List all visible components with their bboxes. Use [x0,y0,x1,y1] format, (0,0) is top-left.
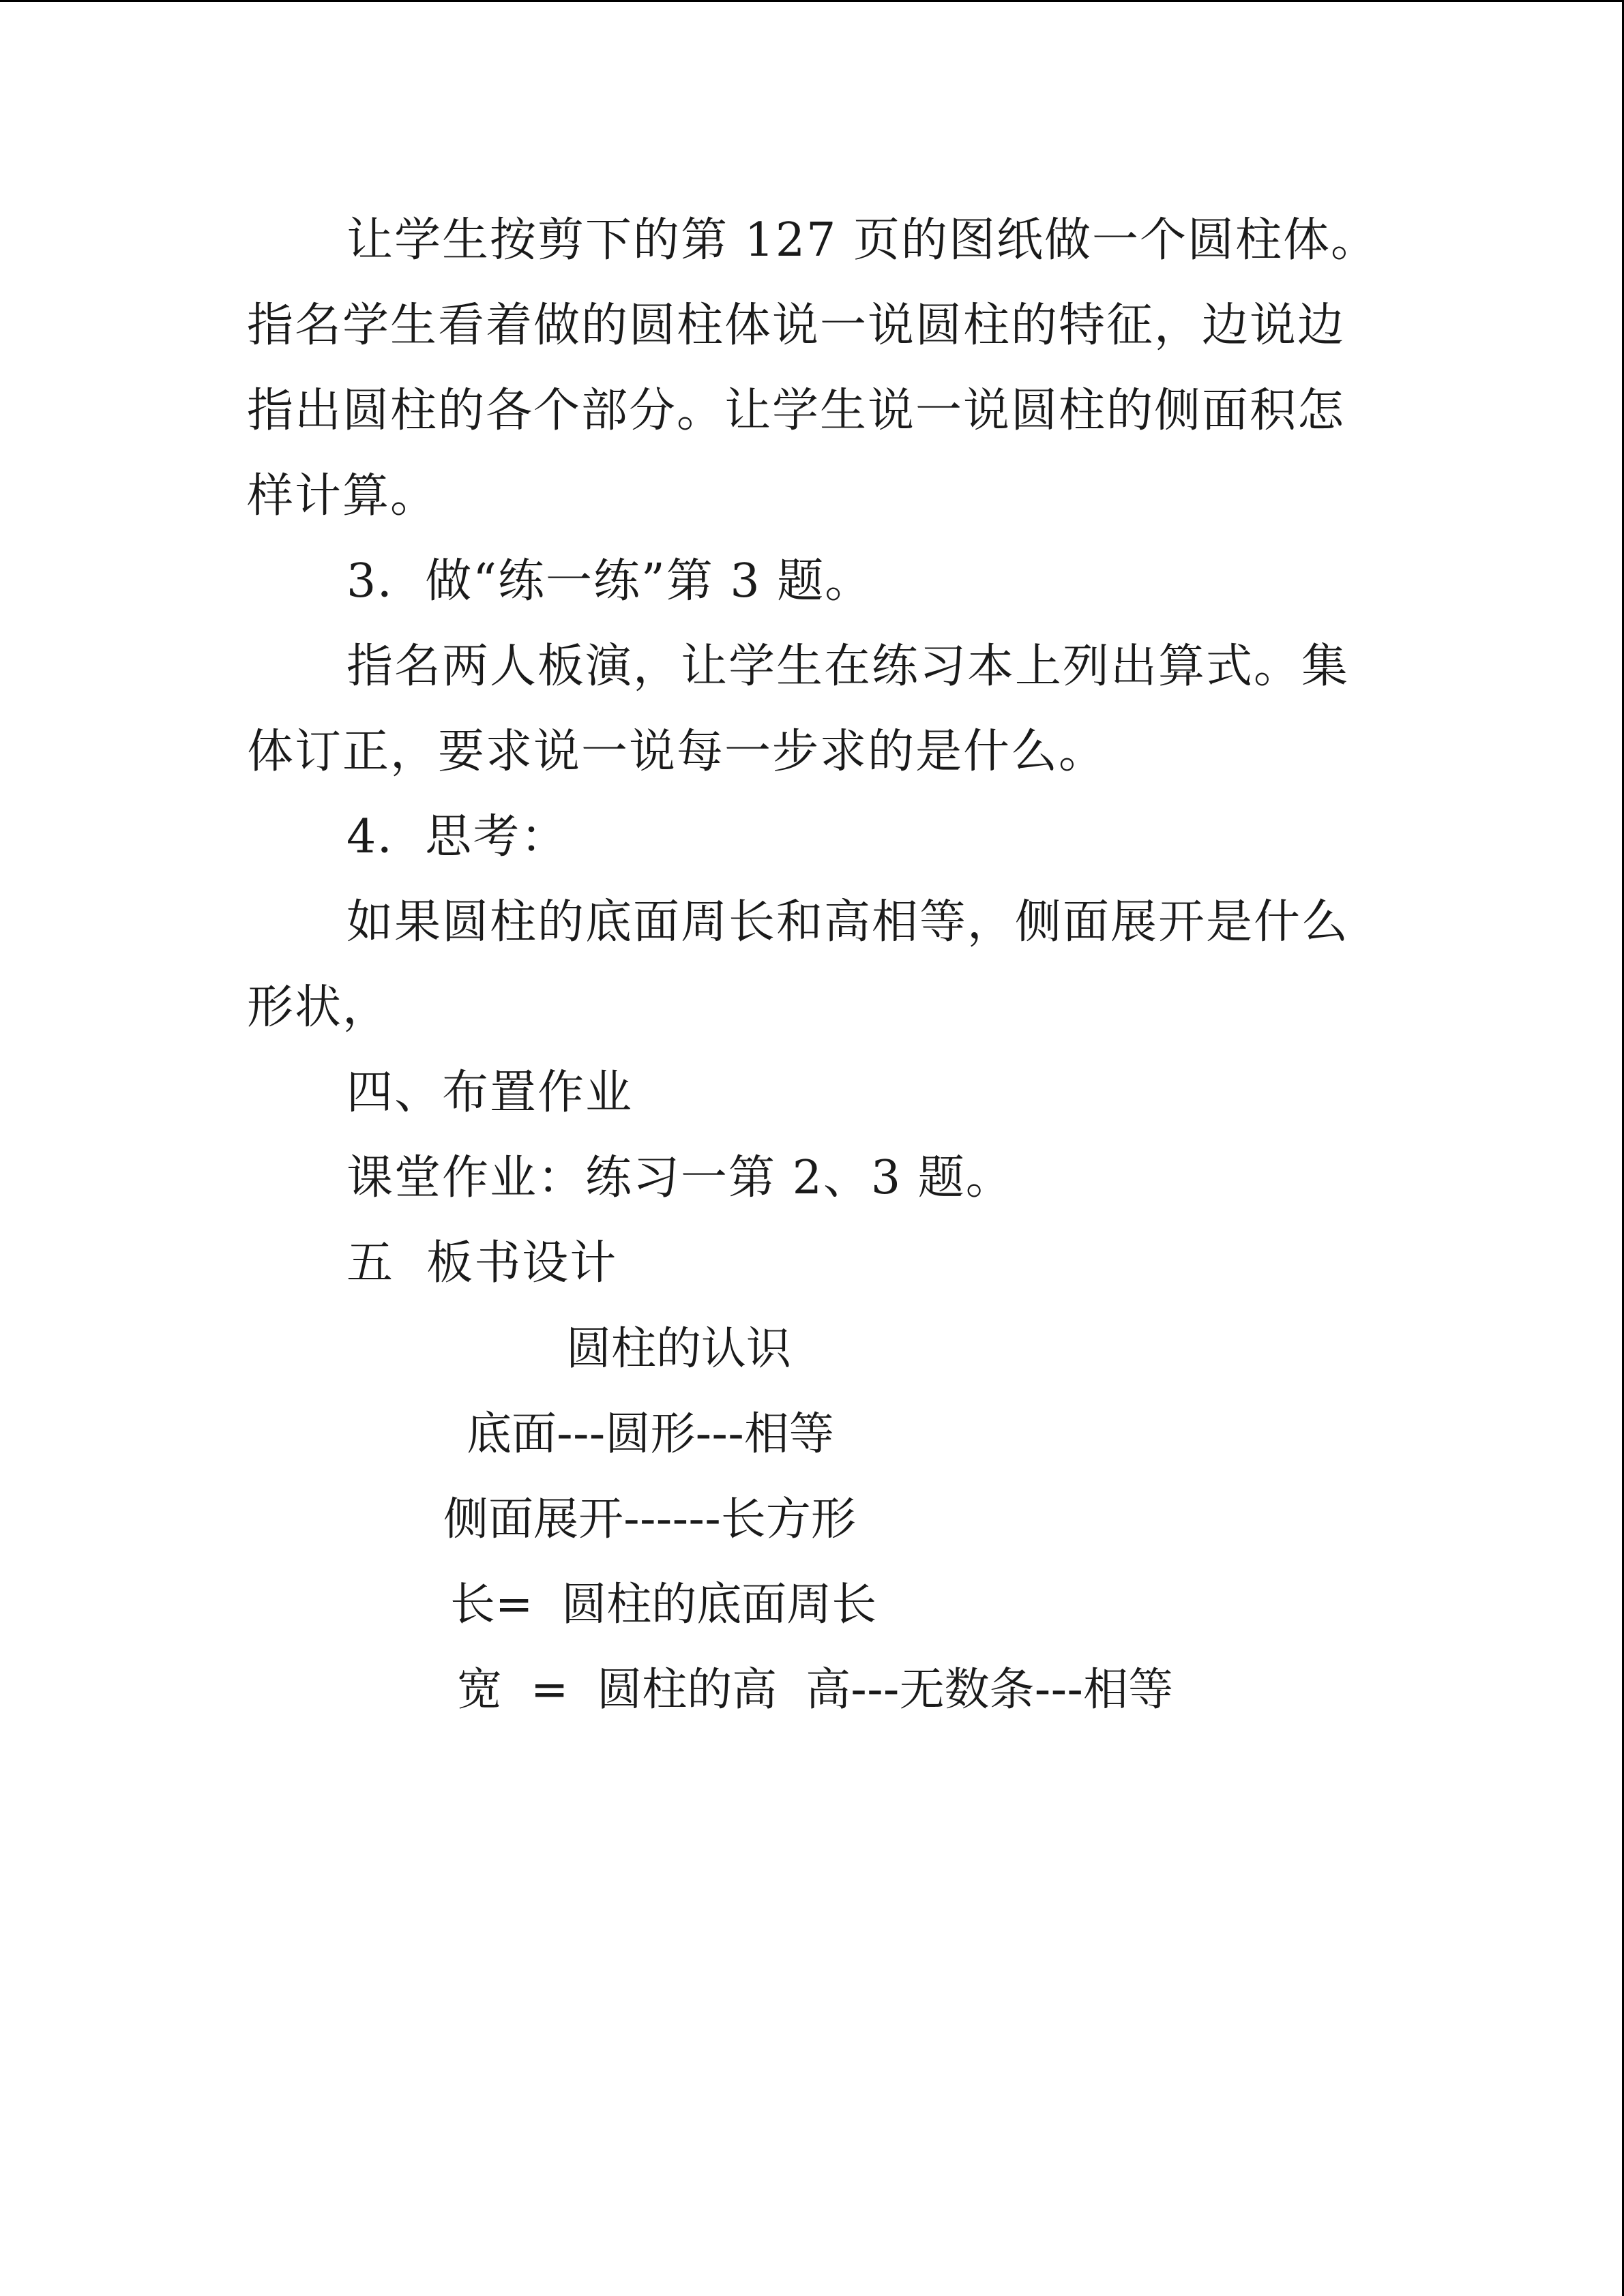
paragraph-board-practice: 指名两人板演，让学生在练习本上列出算式。集体订正，要求说一说每一步求的是什么。 [247,640,1350,779]
page-top-border [0,0,1624,2]
board-title: 圆柱的认识 [566,1322,791,1375]
board-design [247,1306,1379,1732]
board-line-base: 底面---圆形---相等 [467,1407,834,1460]
board-line-width: 宽 = 圆柱的高 高---无数条---相等 [457,1663,1174,1716]
paragraph-make-cylinder: 让学生按剪下的第 127 页的图纸做一个圆柱体。指名学生看着做的圆柱体说一说圆柱的特征，边说边指出圆柱的各个部分。让学生说一说圆柱的侧面积怎样计算。 [247,213,1379,523]
board-line-lateral: 侧面展开------长方形 [443,1493,856,1545]
paragraph-question: 如果圆柱的底面周长和高相等，侧面展开是什么形状， [247,895,1350,1034]
section-homework-heading: 四、布置作业 [346,1066,634,1120]
paragraph-exercise-3: 3．做“练一练”第 3 题。 [346,554,873,608]
board-line-length: 长= 圆柱的底面周长 [450,1578,877,1630]
section-board-design-heading: 五 板书设计 [346,1236,618,1290]
paragraph-homework: 课堂作业：练习一第 2、3 题。 [346,1151,1014,1205]
paragraph-think: 4．思考： [346,810,569,864]
document-page [247,198,1379,1732]
